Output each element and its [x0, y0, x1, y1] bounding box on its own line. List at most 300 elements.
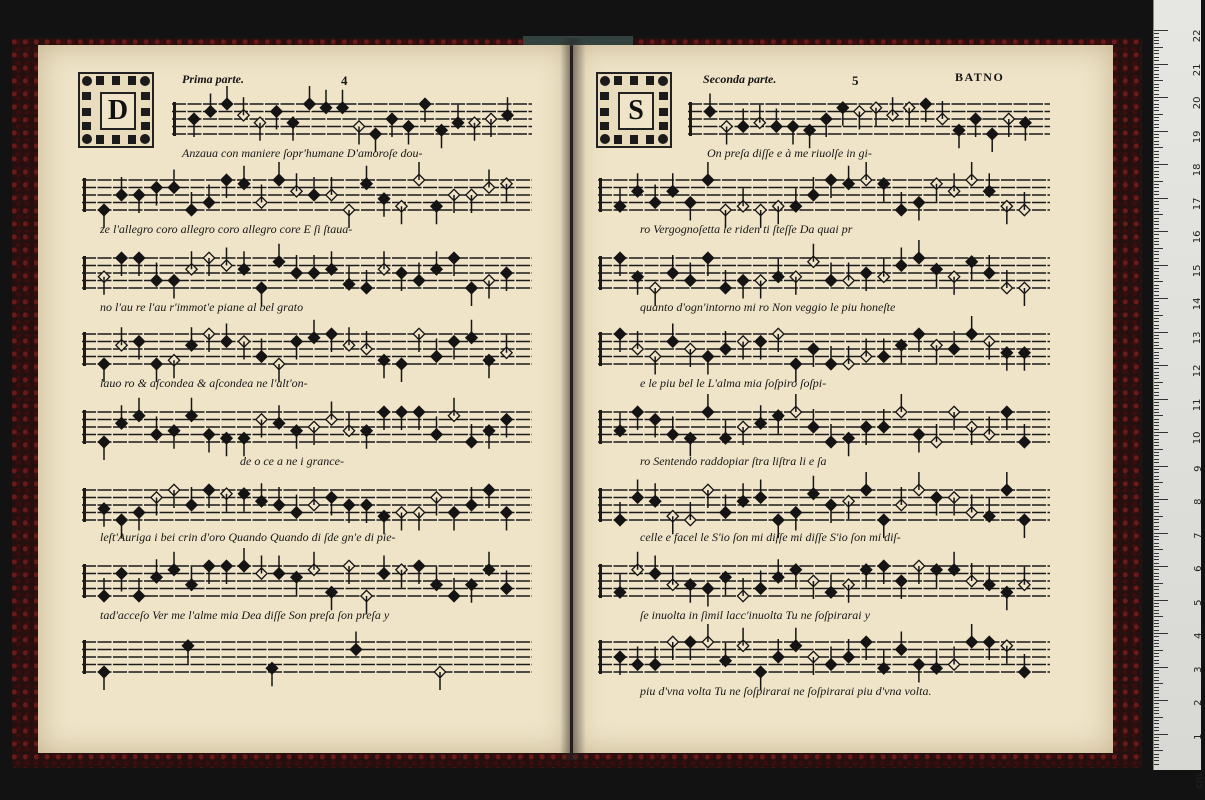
ruler-number: 4	[1192, 632, 1204, 639]
ruler-tick	[1154, 144, 1159, 145]
ruler-tick	[1154, 667, 1168, 668]
music-staff	[598, 170, 1050, 226]
music-note-icon	[931, 650, 942, 674]
ruler-number: 7	[1192, 532, 1204, 539]
ruler-tick	[1154, 318, 1159, 319]
decorated-initial-right	[596, 72, 672, 148]
ruler-tick	[1154, 392, 1159, 393]
music-note-icon	[931, 564, 942, 588]
music-note-icon	[790, 564, 801, 588]
ruler-tick	[1154, 338, 1159, 339]
music-note-icon	[256, 483, 267, 507]
music-note-icon	[878, 178, 889, 202]
music-note-icon	[667, 173, 678, 197]
ruler-tick	[1154, 372, 1159, 373]
ruler-tick	[1154, 164, 1168, 165]
ruler-tick	[1154, 573, 1159, 574]
page-gutter	[560, 38, 586, 760]
ruler-number: 3	[1192, 666, 1204, 673]
music-note-icon	[667, 324, 678, 348]
music-note-icon	[238, 97, 249, 121]
music-note-icon	[650, 556, 661, 580]
ruler-tick	[1154, 298, 1168, 299]
ruler-tick	[1154, 626, 1159, 627]
music-staff	[82, 170, 532, 226]
ruler-tick	[1154, 345, 1159, 346]
ruler-tick	[1154, 211, 1159, 212]
ruler-tick	[1154, 348, 1163, 349]
ruler-tick	[1154, 697, 1159, 698]
music-note-icon	[720, 420, 731, 444]
music-note-icon	[773, 410, 784, 434]
music-note-icon	[205, 94, 216, 118]
music-note-icon	[501, 335, 512, 359]
music-note-icon	[361, 425, 372, 449]
ruler-tick	[1154, 214, 1163, 215]
music-note-icon	[133, 507, 144, 531]
music-note-icon	[308, 552, 319, 576]
ruler-tick	[1154, 194, 1159, 195]
music-note-icon	[436, 125, 447, 149]
ruler-tick	[1154, 107, 1159, 108]
music-note-icon	[1020, 117, 1031, 141]
music-note-icon	[702, 351, 713, 375]
ruler-tick	[1154, 57, 1159, 58]
measurement-ruler	[1153, 0, 1205, 789]
ruler-tick	[1154, 271, 1159, 272]
lyric-line: leſt'Auriga i bei crin d'oro Quando Quando di ſde gn'e di pie-	[100, 530, 396, 544]
ruler-tick	[1154, 402, 1159, 403]
music-note-icon	[720, 643, 731, 667]
music-note-icon	[396, 564, 407, 588]
music-note-icon	[168, 275, 179, 299]
lyric-line: de o ce a ne i grance-	[240, 454, 344, 468]
music-note-icon	[431, 567, 442, 591]
music-note-icon	[948, 173, 959, 197]
lyric-line: quanto d'ogn'intorno mi ro Non veggio le piu honeſte	[640, 300, 896, 314]
music-note-icon	[98, 271, 109, 295]
music-note-icon	[843, 433, 854, 457]
ruler-tick	[1154, 124, 1159, 125]
ruler-tick	[1154, 399, 1168, 400]
ruler-number: 12	[1192, 364, 1204, 378]
ruler-tick	[1154, 700, 1168, 701]
music-note-icon	[755, 405, 766, 429]
music-note-icon	[431, 251, 442, 275]
music-note-icon	[273, 405, 284, 429]
music-note-icon	[168, 170, 179, 194]
music-note-icon	[1019, 347, 1030, 371]
ruler-tick	[1154, 502, 1159, 503]
ruler-tick	[1154, 50, 1159, 51]
ruler-tick	[1154, 47, 1163, 48]
ruler-tick	[1154, 425, 1159, 426]
ruler-tick	[1154, 80, 1163, 81]
music-note-icon	[966, 256, 977, 280]
ruler-tick	[1154, 291, 1159, 292]
music-note-icon	[773, 259, 784, 283]
music-staff	[82, 632, 532, 688]
ruler-tick	[1154, 258, 1159, 259]
ruler-tick	[1154, 536, 1159, 537]
ruler-tick	[1154, 512, 1159, 513]
ruler-tick	[1154, 727, 1159, 728]
music-note-icon	[896, 632, 907, 656]
music-note-icon	[650, 351, 661, 375]
ruler-number: 19	[1192, 130, 1204, 143]
music-note-icon	[790, 507, 801, 531]
ruler-tick	[1154, 660, 1159, 661]
ruler-tick	[1154, 278, 1159, 279]
music-note-icon	[790, 188, 801, 212]
music-note-icon	[843, 496, 854, 520]
ruler-tick	[1154, 151, 1159, 152]
ruler-tick	[1154, 432, 1168, 433]
music-note-icon	[326, 587, 337, 611]
music-note-icon	[326, 402, 337, 426]
ruler-tick	[1154, 687, 1159, 688]
ruler-tick	[1154, 177, 1159, 178]
music-note-icon	[913, 197, 924, 221]
music-note-icon	[98, 436, 109, 460]
music-note-icon	[808, 244, 819, 268]
ruler-tick	[1154, 680, 1159, 681]
ruler-tick	[1154, 613, 1159, 614]
ruler-tick	[1154, 281, 1163, 282]
ruler-tick	[1154, 305, 1159, 306]
ruler-tick	[1154, 563, 1159, 564]
ruler-tick	[1154, 579, 1159, 580]
ruler-tick	[1154, 663, 1159, 664]
ruler-tick	[1154, 134, 1159, 135]
music-note-icon	[320, 90, 331, 114]
music-note-icon	[448, 507, 459, 531]
ruler-tick	[1154, 100, 1159, 101]
ruler-tick	[1154, 198, 1168, 199]
music-note-icon	[887, 97, 898, 121]
ruler-tick	[1154, 630, 1159, 631]
music-note-icon	[702, 583, 713, 607]
ruler-tick	[1154, 600, 1168, 601]
music-note-icon	[721, 121, 732, 145]
ruler-tick	[1154, 466, 1168, 467]
ruler-tick	[1154, 415, 1163, 416]
ruler-tick	[1154, 419, 1159, 420]
music-note-icon	[948, 271, 959, 295]
ruler-tick	[1154, 90, 1159, 91]
ruler-number: 1	[1192, 733, 1204, 740]
music-note-icon	[755, 275, 766, 299]
ruler-tick	[1154, 670, 1159, 671]
ruler-tick	[1154, 556, 1159, 557]
ruler-tick	[1154, 750, 1163, 751]
ruler-number: 5	[1192, 599, 1204, 606]
ruler-tick	[1154, 244, 1159, 245]
music-note-icon	[308, 320, 319, 344]
music-note-icon	[254, 117, 265, 141]
music-note-icon	[1001, 640, 1012, 664]
music-note-icon	[483, 425, 494, 449]
lyric-line: ro Vergognoſetta le riden ti ſteſſe Da quai pr	[640, 222, 853, 236]
ruler-tick	[1154, 171, 1159, 172]
music-note-icon	[186, 398, 197, 422]
music-note-icon	[773, 559, 784, 583]
lyric-line: ſe inuolta in ſimil lacc'inuolta Tu ne ſoſpirarai y	[640, 608, 870, 622]
lyric-line: celle e facel le S'io ſon mi diſſe mi diſſe S'io ſon mi diſ-	[640, 530, 901, 544]
music-note-icon	[238, 251, 249, 275]
music-note-icon	[378, 355, 389, 379]
ruler-tick	[1154, 499, 1168, 500]
music-note-icon	[720, 572, 731, 596]
music-note-icon	[913, 659, 924, 683]
ruler-tick	[1154, 224, 1159, 225]
music-note-icon	[737, 275, 748, 299]
music-note-icon	[133, 398, 144, 422]
ruler-tick	[1154, 744, 1159, 745]
music-note-icon	[984, 498, 995, 522]
music-staff	[82, 324, 532, 380]
ruler-tick	[1154, 479, 1159, 480]
music-staff	[82, 556, 532, 612]
music-staff	[172, 94, 532, 150]
ruler-tick	[1154, 315, 1163, 316]
ruler-tick	[1154, 368, 1159, 369]
music-note-icon	[737, 188, 748, 212]
music-note-icon	[116, 327, 127, 351]
music-note-icon	[790, 271, 801, 295]
ruler-tick	[1154, 141, 1159, 142]
music-note-icon	[168, 425, 179, 449]
initial-letter-s: S	[618, 92, 654, 130]
music-note-icon	[350, 632, 361, 656]
ruler-tick	[1154, 673, 1159, 674]
ruler-tick	[1154, 489, 1159, 490]
ruler-tick	[1154, 301, 1159, 302]
ruler-tick	[1154, 87, 1159, 88]
music-staff	[598, 556, 1050, 612]
ruler-tick	[1154, 97, 1168, 98]
ruler-tick	[1154, 375, 1159, 376]
music-note-icon	[1001, 201, 1012, 225]
ruler-number: 8	[1192, 498, 1204, 505]
ruler-tick	[1154, 442, 1159, 443]
music-staff	[82, 480, 532, 536]
ruler-tick	[1154, 469, 1159, 470]
music-note-icon	[896, 248, 907, 272]
music-note-icon	[396, 201, 407, 225]
ruler-tick	[1154, 439, 1159, 440]
music-note-icon	[291, 425, 302, 449]
music-note-icon	[116, 405, 127, 429]
left-page-number: 4	[341, 73, 348, 88]
ruler-tick	[1154, 268, 1159, 269]
music-note-icon	[632, 480, 643, 504]
ruler-tick	[1154, 435, 1159, 436]
lyric-line: e le piu bel le L'alma mia ſoſpiro ſoſpi-	[640, 376, 827, 390]
music-note-icon	[168, 355, 179, 379]
music-note-icon	[931, 340, 942, 364]
ruler-tick	[1154, 593, 1159, 594]
ruler-tick	[1154, 553, 1159, 554]
music-note-icon	[273, 556, 284, 580]
ruler-number: 15	[1192, 264, 1204, 277]
ruler-tick	[1154, 295, 1159, 296]
ruler-tick	[1154, 703, 1159, 704]
music-note-icon	[737, 483, 748, 507]
decorated-initial-left	[78, 72, 154, 148]
music-note-icon	[186, 251, 197, 275]
ruler-tick	[1154, 184, 1159, 185]
music-note-icon	[291, 173, 302, 197]
ruler-tick	[1154, 734, 1168, 735]
ruler-tick	[1154, 335, 1159, 336]
music-note-icon	[483, 355, 494, 379]
ruler-tick	[1154, 355, 1159, 356]
ruler-tick	[1154, 526, 1159, 527]
music-note-icon	[343, 413, 354, 437]
ruler-tick	[1154, 311, 1159, 312]
music-note-icon	[221, 488, 232, 512]
ruler-tick	[1154, 157, 1159, 158]
ruler-tick	[1154, 506, 1159, 507]
ruler-tick	[1154, 576, 1159, 577]
music-note-icon	[984, 173, 995, 197]
music-note-icon	[501, 178, 512, 202]
lyric-line: Anzaua con maniere ſopr'humane D'amoroſe dou-	[182, 146, 423, 160]
music-note-icon	[266, 663, 277, 687]
ruler-tick	[1154, 764, 1159, 765]
ruler-tick	[1154, 234, 1159, 235]
music-note-icon	[273, 244, 284, 268]
ruler-tick	[1154, 653, 1159, 654]
ruler-tick	[1154, 713, 1159, 714]
music-note-icon	[931, 264, 942, 288]
ruler-tick	[1154, 342, 1159, 343]
ruler-number: 16	[1192, 230, 1204, 244]
ruler-tick	[1154, 218, 1159, 219]
ruler-number: 22	[1192, 29, 1204, 43]
ruler-tick	[1154, 261, 1159, 262]
music-note-icon	[221, 324, 232, 348]
music-note-icon	[685, 433, 696, 457]
music-note-icon	[434, 666, 445, 690]
ruler-tick	[1154, 405, 1159, 406]
ruler-number: 11	[1192, 398, 1204, 411]
music-staff	[82, 248, 532, 304]
music-note-icon	[804, 125, 815, 149]
ruler-tick	[1154, 606, 1159, 607]
music-note-icon	[984, 567, 995, 591]
ruler-tick	[1154, 459, 1159, 460]
music-note-icon	[632, 271, 643, 295]
music-note-icon	[378, 251, 389, 275]
ruler-tick	[1154, 569, 1159, 570]
ruler-tick	[1154, 33, 1159, 34]
music-note-icon	[378, 556, 389, 580]
music-note-icon	[221, 248, 232, 272]
ruler-tick	[1154, 208, 1159, 209]
music-staff	[598, 402, 1050, 458]
ruler-tick	[1154, 623, 1159, 624]
ruler-tick	[1154, 127, 1159, 128]
ruler-tick	[1154, 492, 1159, 493]
ruler-tick	[1154, 643, 1159, 644]
ruler-tick	[1154, 710, 1159, 711]
ruler-number: 9	[1192, 465, 1204, 472]
ruler-tick	[1154, 385, 1159, 386]
music-note-icon	[182, 640, 193, 664]
ruler-tick	[1154, 737, 1159, 738]
music-note-icon	[413, 507, 424, 531]
music-note-icon	[502, 97, 513, 121]
music-note-icon	[904, 102, 915, 126]
ruler-tick	[1154, 646, 1159, 647]
music-note-icon	[808, 476, 819, 500]
ruler-tick	[1154, 583, 1163, 584]
music-note-icon	[614, 188, 625, 212]
ruler-tick	[1154, 187, 1159, 188]
music-note-icon	[466, 579, 477, 603]
ruler-tick	[1154, 650, 1163, 651]
ruler-tick	[1154, 445, 1159, 446]
music-note-icon	[287, 117, 298, 141]
ruler-tick	[1154, 620, 1159, 621]
ruler-tick	[1154, 328, 1159, 329]
right-page-header: Seconda parte.	[703, 72, 777, 86]
ruler-tick	[1154, 117, 1159, 118]
music-note-icon	[632, 173, 643, 197]
ruler-tick	[1154, 362, 1159, 363]
ruler-tick	[1154, 382, 1163, 383]
ruler-tick	[1154, 633, 1168, 634]
ruler-tick	[1154, 516, 1163, 517]
lyric-line: tad'acceſo Ver me l'alme mia Dea diſſe Son preſa ſon preſa y	[100, 608, 390, 622]
ruler-tick	[1154, 64, 1168, 65]
lyric-line: ze l'allegro coro allegro coro allegro core E ſi ſtaua-	[100, 222, 353, 236]
ruler-tick	[1154, 603, 1159, 604]
ruler-tick	[1154, 529, 1159, 530]
music-note-icon	[1001, 347, 1012, 371]
music-note-icon	[469, 117, 480, 141]
ruler-unit-label: cm	[1193, 773, 1205, 789]
music-staff	[598, 248, 1050, 304]
ruler-tick	[1154, 462, 1159, 463]
ruler-tick	[1154, 110, 1159, 111]
left-page-header: Prima parte.	[182, 72, 244, 86]
music-note-icon	[650, 483, 661, 507]
music-note-icon	[825, 574, 836, 598]
ruler-tick	[1154, 412, 1159, 413]
ruler-number: 13	[1192, 331, 1204, 344]
music-note-icon	[403, 121, 414, 145]
music-note-icon	[843, 579, 854, 603]
ruler-tick	[1154, 231, 1168, 232]
music-note-icon	[667, 567, 678, 591]
ruler-tick	[1154, 482, 1163, 483]
music-note-icon	[186, 567, 197, 591]
music-staff	[598, 324, 1050, 380]
ruler-tick	[1154, 720, 1159, 721]
ruler-tick	[1154, 308, 1159, 309]
music-note-icon	[431, 201, 442, 225]
music-note-icon	[238, 488, 249, 512]
music-note-icon	[466, 320, 477, 344]
ruler-tick	[1154, 154, 1159, 155]
right-page-number: 5	[852, 73, 859, 88]
ruler-tick	[1154, 760, 1159, 761]
music-note-icon	[343, 327, 354, 351]
ruler-tick	[1154, 228, 1159, 229]
